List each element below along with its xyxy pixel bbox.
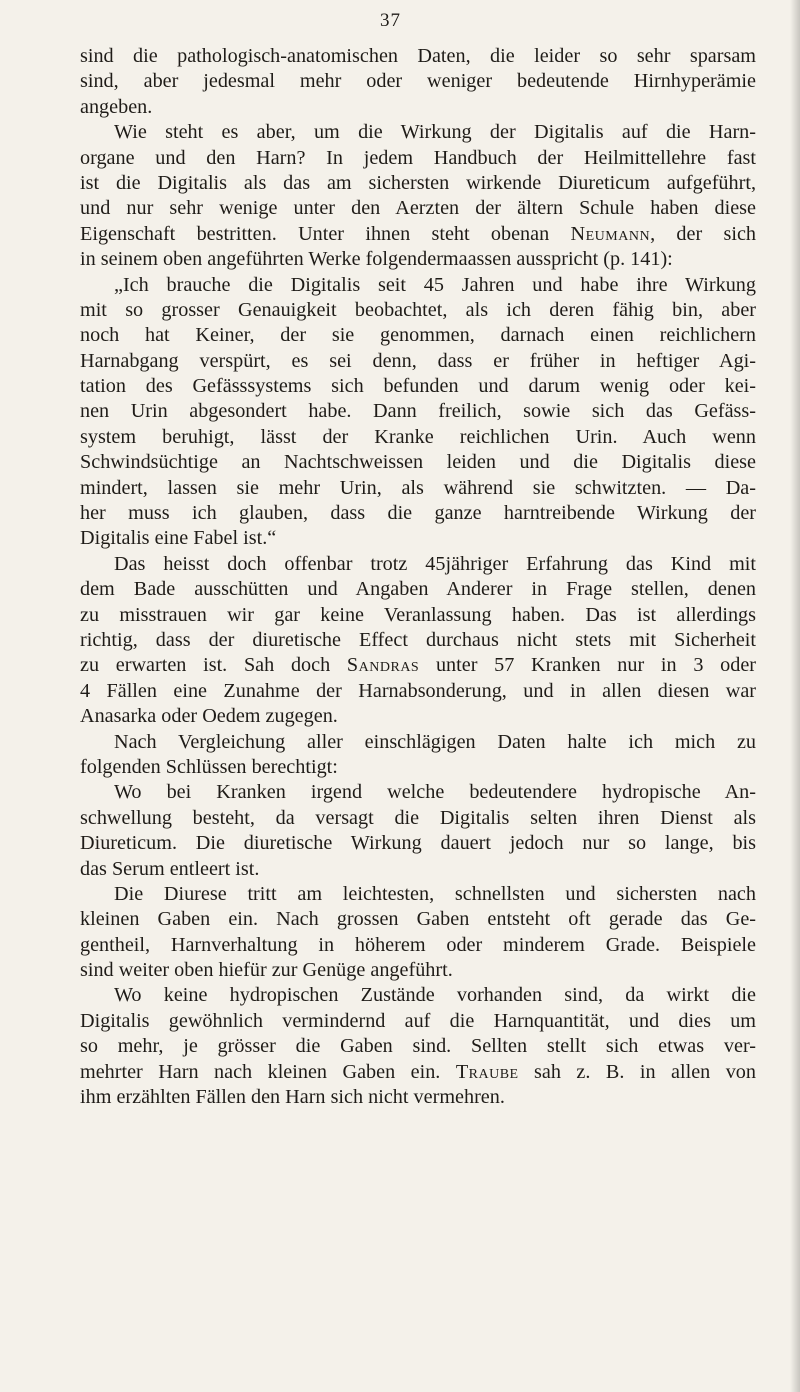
text-line (80, 653, 756, 678)
text-line: ihm erzählten Fällen den Harn sich nicht vermehren. (80, 1086, 505, 1109)
author-name: Traube (455, 1060, 519, 1083)
text-line: zu misstrauen wir gar keine Veranlassung haben. Das ist allerdings (80, 603, 756, 626)
paragraph (80, 120, 756, 272)
page-edge-shadow (790, 0, 800, 1392)
text-line: und nur sehr wenige unter den Aerzten der ältern Schule haben diese (80, 197, 756, 220)
text-line: in seinem oben angeführten Werke folgendermaassen ausspricht (p. 141): (80, 248, 673, 271)
text-line: Anasarka oder Oedem zugegen. (80, 705, 338, 728)
author-name: Sandras (346, 654, 420, 677)
text-line: folgenden Schlüssen berechtigt: (80, 755, 338, 778)
text-line: Wo keine hydropischen Zustände vorhanden sind, da wirkt die (114, 984, 756, 1007)
paragraph (80, 552, 756, 730)
text-segment: zu erwarten ist. Sah doch (80, 654, 331, 677)
text-line: ist die Digitalis als das am sichersten wirkende Diureticum aufgeführt, (80, 171, 756, 194)
text-body (80, 44, 756, 1110)
text-line: mit so grosser Genauigkeit beobachtet, als ich deren fähig bin, aber (80, 298, 756, 321)
paragraph (80, 44, 756, 120)
text-segment: sah z. B. in allen von (518, 1060, 756, 1083)
paragraph (80, 983, 756, 1110)
paragraph (80, 780, 756, 882)
text-line: gentheil, Harnverhaltung in höherem oder minderem Grade. Beispiele (80, 933, 756, 956)
text-segment: , der sich (650, 222, 756, 245)
text-segment: unter 57 Kranken nur in 3 oder (419, 654, 756, 677)
text-line: Diureticum. Die diuretische Wirkung dauert jedoch nur so lange, bis (80, 832, 756, 855)
text-segment: mehrter Harn nach kleinen Gaben ein. (80, 1060, 441, 1083)
text-line: dem Bade ausschütten und Angaben Anderer in Frage stellen, denen (80, 578, 756, 601)
text-line: schwellung besteht, da versagt die Digitalis selten ihren Dienst als (80, 806, 756, 829)
text-line: kleinen Gaben ein. Nach grossen Gaben entsteht oft gerade das Ge- (80, 908, 756, 931)
text-line: organe und den Harn? In jedem Handbuch der Heilmittellehre fast (80, 146, 756, 169)
text-line: sind die pathologisch-anatomischen Daten, die leider so sehr sparsam (80, 45, 756, 67)
text-line: Das heisst doch offenbar trotz 45jähriger Erfahrung das Kind mit (114, 552, 756, 575)
text-line: sind, aber jedesmal mehr oder weniger bedeutende Hirnhyperämie (80, 70, 756, 93)
text-line: tation des Gefässsystems sich befunden und darum wenig oder kei- (80, 375, 756, 398)
paragraph (80, 730, 756, 781)
text-line: Schwindsüchtige an Nachtschweissen leiden und die Digitalis diese (80, 451, 756, 474)
page-number: 37 (380, 10, 401, 31)
text-line: „Ich brauche die Digitalis seit 45 Jahren und habe ihre Wirkung (114, 273, 756, 296)
text-line: Wie steht es aber, um die Wirkung der Digitalis auf die Harn- (114, 121, 756, 144)
text-line: Harnabgang verspürt, es sei denn, dass er früher in heftiger Agi- (80, 349, 756, 372)
text-line: noch hat Keiner, der sie genommen, darnach einen reichlichern (80, 324, 756, 347)
quotation (80, 273, 756, 552)
author-name: Neumann (570, 222, 651, 245)
text-line: richtig, dass der diuretische Effect durchaus nicht stets mit Sicherheit (80, 628, 756, 651)
text-line (80, 222, 756, 247)
text-line: Wo bei Kranken irgend welche bedeutendere hydropische An- (114, 781, 756, 804)
text-line: das Serum entleert ist. (80, 857, 260, 880)
text-line: nen Urin abgesondert habe. Dann freilich, sowie sich das Gefäss- (80, 400, 756, 423)
text-segment: Eigenschaft bestritten. Unter ihnen steht obenan (80, 222, 550, 245)
text-line: Digitalis gewöhnlich vermindernd auf die Harnquantität, und dies um (80, 1009, 756, 1032)
text-line: system beruhigt, lässt der Kranke reichlichen Urin. Auch wenn (80, 425, 756, 448)
text-line: sind weiter oben hiefür zur Genüge angeführt. (80, 959, 453, 982)
text-line: her muss ich glauben, dass die ganze harntreibende Wirkung der (80, 502, 756, 525)
text-line (80, 1060, 756, 1085)
text-line: mindert, lassen sie mehr Urin, als während sie schwitzten. — Da- (80, 476, 756, 499)
text-line: 4 Fällen eine Zunahme der Harnabsonderung, und in allen diesen war (80, 679, 756, 702)
text-line: Die Diurese tritt am leichtesten, schnellsten und sichersten nach (114, 882, 756, 905)
text-line: Nach Vergleichung aller einschlägigen Daten halte ich mich zu (114, 730, 756, 753)
text-line: Digitalis eine Fabel ist.“ (80, 527, 277, 550)
paragraph (80, 882, 756, 984)
text-line: angeben. (80, 95, 153, 118)
text-line: so mehr, je grösser die Gaben sind. Sellten stellt sich etwas ver- (80, 1035, 756, 1058)
